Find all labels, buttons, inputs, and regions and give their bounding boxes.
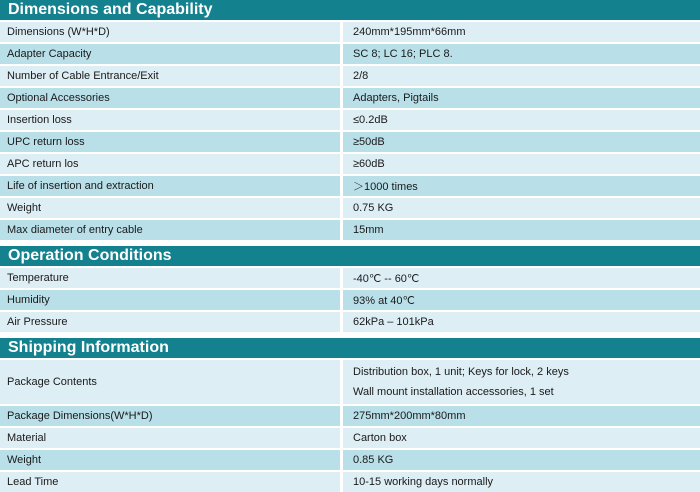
row-label: Optional Accessories [0, 88, 340, 108]
row-value: ≥60dB [343, 154, 700, 174]
row-value: -40℃ -- 60℃ [343, 268, 700, 288]
row-value: 15mm [343, 220, 700, 240]
row-value: Carton box [343, 428, 700, 448]
table-row [0, 44, 700, 64]
row-label: Temperature [0, 268, 340, 288]
row-value: 93% at 40℃ [343, 290, 700, 310]
row-label: Package Dimensions(W*H*D) [0, 406, 340, 426]
table-row [0, 290, 700, 310]
table-row [0, 472, 700, 492]
table-row [0, 88, 700, 108]
table-row [0, 154, 700, 174]
table-row [0, 22, 700, 42]
row-value: 10-15 working days normally [343, 472, 700, 492]
row-label: Weight [0, 198, 340, 218]
section-header-dimensions: Dimensions and Capability [0, 0, 700, 20]
row-value: SC 8; LC 16; PLC 8. [343, 44, 700, 64]
table-row [0, 176, 700, 196]
table-row [0, 406, 700, 426]
row-label: Lead Time [0, 472, 340, 492]
row-label: Insertion loss [0, 110, 340, 130]
row-value [343, 360, 700, 404]
row-label: Material [0, 428, 340, 448]
row-label: Dimensions (W*H*D) [0, 22, 340, 42]
row-label: Max diameter of entry cable [0, 220, 340, 240]
table-row [0, 428, 700, 448]
row-label: Humidity [0, 290, 340, 310]
table-row [0, 312, 700, 332]
row-label: Air Pressure [0, 312, 340, 332]
row-value: ＞1000 times [343, 176, 700, 196]
table-row [0, 198, 700, 218]
table-row [0, 66, 700, 86]
section-header-shipping: Shipping Information [0, 338, 700, 358]
row-value: Adapters, Pigtails [343, 88, 700, 108]
row-value: 240mm*195mm*66mm [343, 22, 700, 42]
row-label: Package Contents [0, 360, 340, 404]
table-row [0, 220, 700, 240]
row-value: 275mm*200mm*80mm [343, 406, 700, 426]
table-row [0, 450, 700, 470]
row-value: ≤0.2dB [343, 110, 700, 130]
row-value: ≥50dB [343, 132, 700, 152]
row-label: Weight [0, 450, 340, 470]
row-value: 62kPa – 101kPa [343, 312, 700, 332]
table-row [0, 268, 700, 288]
table-row [0, 132, 700, 152]
row-value: 0.85 KG [343, 450, 700, 470]
section-header-operation: Operation Conditions [0, 246, 700, 266]
table-row [0, 110, 700, 130]
row-value-line: Distribution box, 1 unit; Keys for lock, 2 keys [353, 366, 569, 378]
row-value: 0.75 KG [343, 198, 700, 218]
row-label: Life of insertion and extraction [0, 176, 340, 196]
row-value: 2/8 [343, 66, 700, 86]
row-label: UPC return loss [0, 132, 340, 152]
row-label: Adapter Capacity [0, 44, 340, 64]
table-row [0, 360, 700, 404]
row-label: Number of Cable Entrance/Exit [0, 66, 340, 86]
row-label: APC return los [0, 154, 340, 174]
row-value-line: Wall mount installation accessories, 1 set [353, 386, 554, 398]
